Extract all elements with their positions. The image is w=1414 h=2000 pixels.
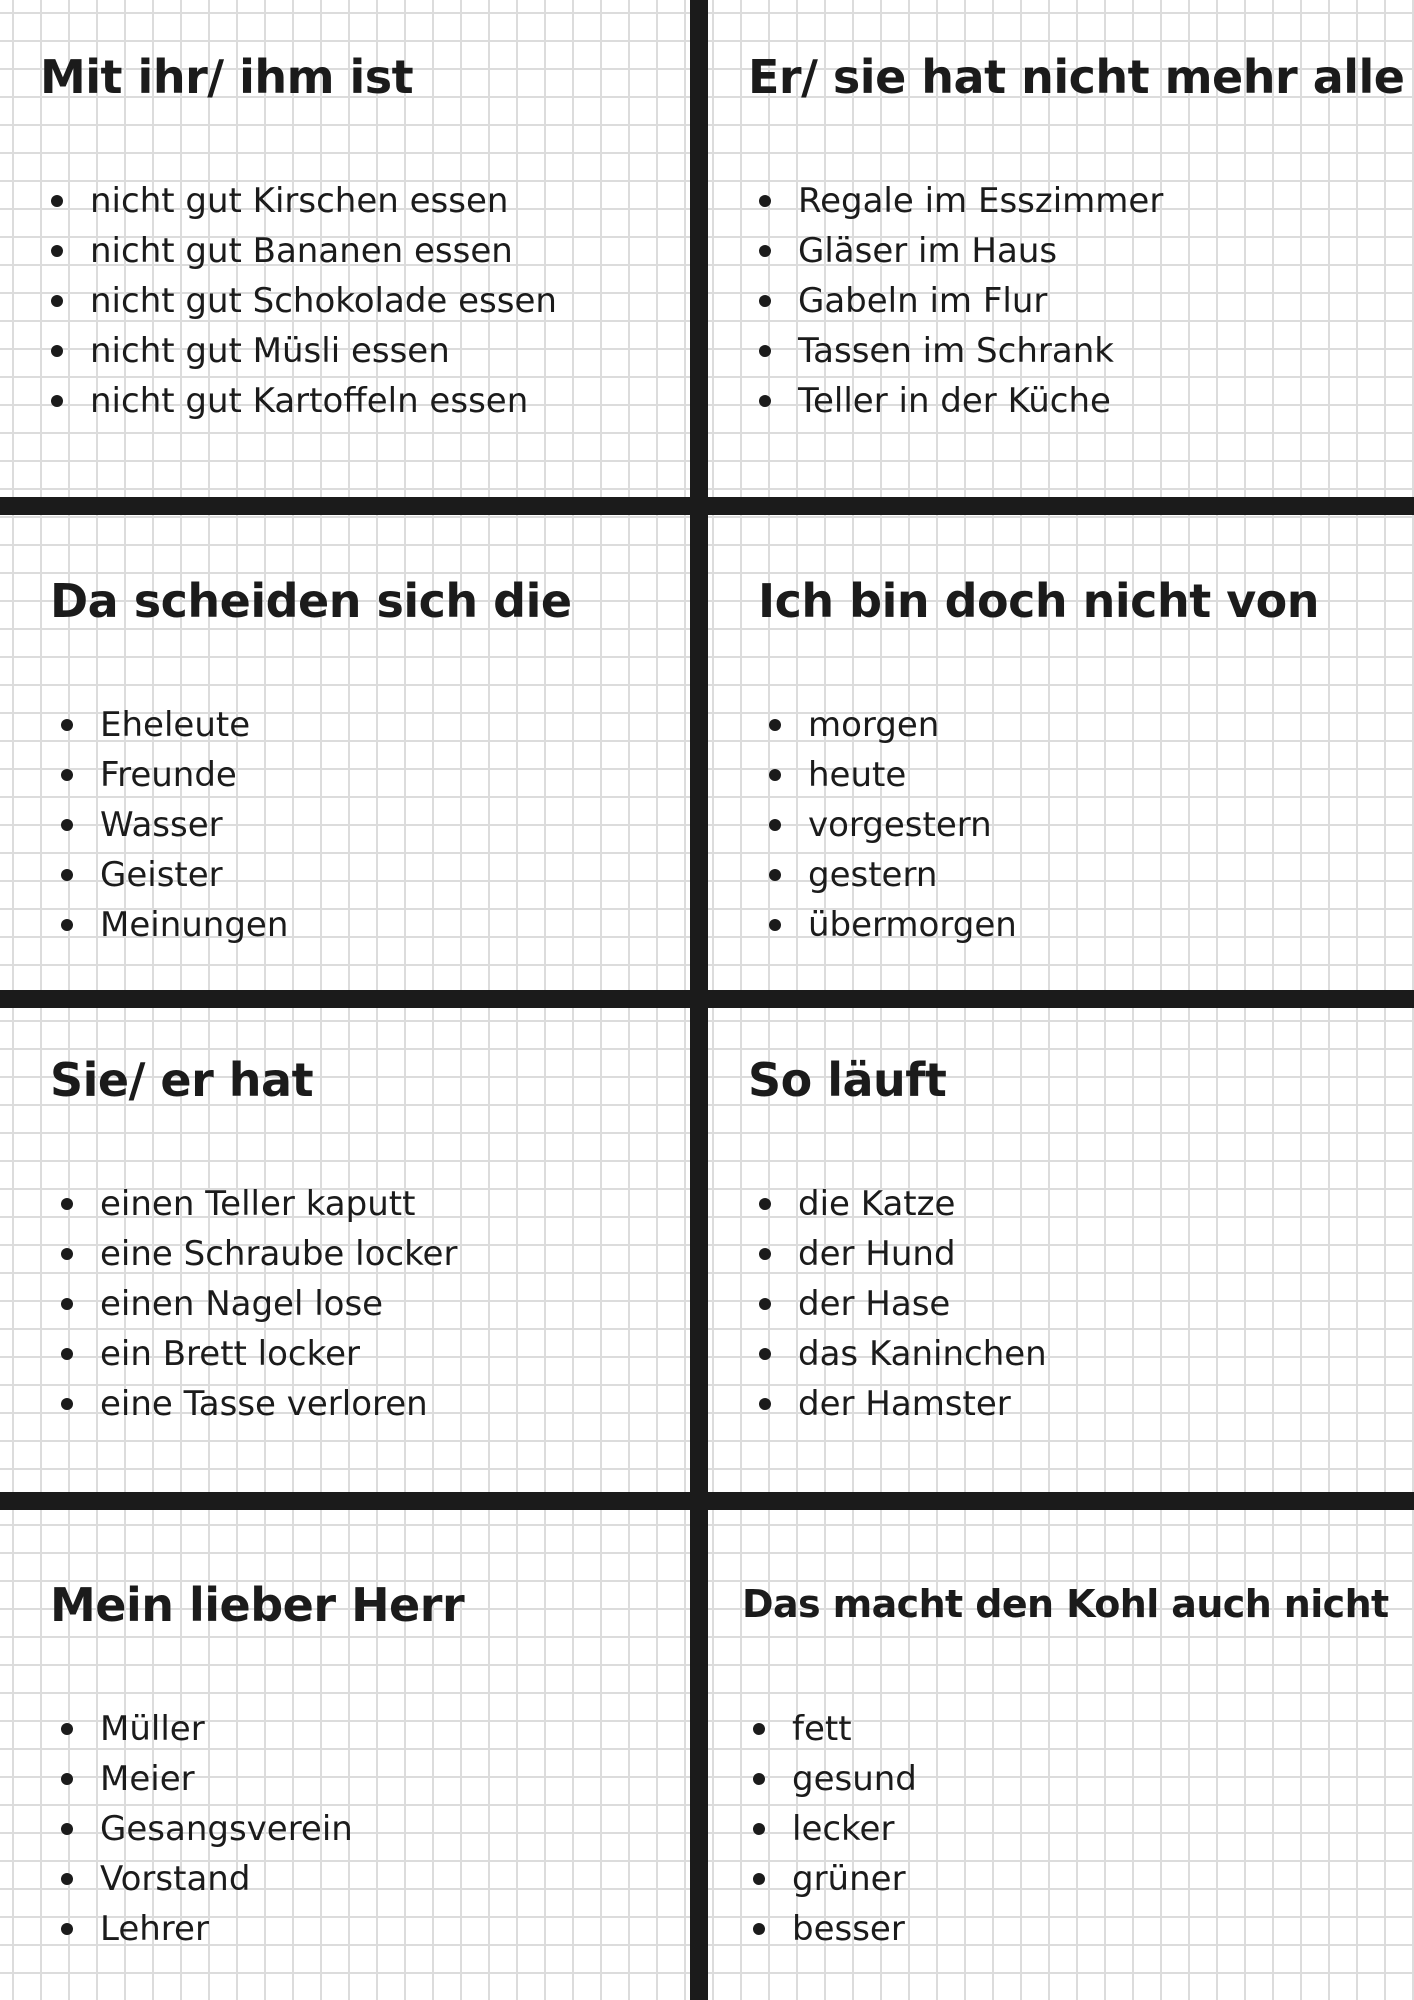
bullet-icon [753,1873,765,1885]
bullet-icon [753,1823,765,1835]
answer-text: Gesangsverein [100,1809,353,1849]
answer-option [50,800,288,850]
answer-option [50,700,288,750]
answer-text: nicht gut Kirschen essen [90,181,509,221]
card-title: Mein lieber Herr [50,1578,465,1632]
answer-text: vorgestern [808,805,992,845]
answer-text: Lehrer [100,1909,209,1949]
bullet-icon [61,1298,73,1310]
card-title: Mit ihr/ ihm ist [40,50,414,104]
answer-text: nicht gut Bananen essen [90,231,513,271]
bullet-icon [51,345,63,357]
answer-option [50,1804,353,1854]
answer-option [50,1229,457,1279]
answer-option [40,226,557,276]
answer-text: einen Teller kaputt [100,1184,416,1224]
bullet-icon [769,869,781,881]
answer-option [40,326,557,376]
bullet-icon [61,1823,73,1835]
answer-option [50,900,288,950]
answer-option [50,1904,353,1954]
answer-option [742,1804,917,1854]
answer-list [50,1704,353,1954]
answer-text: gestern [808,855,938,895]
bullet-icon [769,719,781,731]
bullet-icon [759,1198,771,1210]
answer-option [748,1229,1047,1279]
answer-option [50,1179,457,1229]
bullet-icon [61,1398,73,1410]
answer-option [742,1754,917,1804]
answer-option [748,376,1163,426]
bullet-icon [61,1923,73,1935]
card-title: Da scheiden sich die [50,574,572,628]
card-er-sie-hat-nicht-mehr-alle [748,50,1405,421]
bullet-icon [61,769,73,781]
bullet-icon [51,295,63,307]
answer-text: der Hund [798,1234,956,1274]
answer-option [742,1854,917,1904]
card-title: Ich bin doch nicht von [758,574,1320,628]
horizontal-divider-2 [0,990,1414,1008]
card-title: Das macht den Kohl auch nicht [742,1582,1389,1626]
card-mein-lieber-herr [50,1578,465,1949]
answer-option [748,226,1163,276]
answer-option [50,850,288,900]
bullet-icon [759,1398,771,1410]
answer-text: Müller [100,1709,205,1749]
answer-text: Eheleute [100,705,251,745]
answer-text: Wasser [100,805,223,845]
answer-text: Gabeln im Flur [798,281,1048,321]
answer-list [748,1179,1047,1429]
answer-list [758,700,1017,950]
bullet-icon [51,245,63,257]
bullet-icon [61,1198,73,1210]
answer-option [742,1904,917,1954]
card-ich-bin-doch-nicht-von [758,574,1320,945]
bullet-icon [61,1348,73,1360]
bullet-icon [61,1723,73,1735]
answer-text: übermorgen [808,905,1017,945]
bullet-icon [61,919,73,931]
bullet-icon [61,719,73,731]
bullet-icon [759,195,771,207]
bullet-icon [753,1773,765,1785]
bullet-icon [759,1348,771,1360]
card-sie-er-hat [50,1053,458,1424]
answer-text: Gläser im Haus [798,231,1058,271]
answer-option [748,1329,1047,1379]
card-so-laeuft [748,1053,1047,1424]
answer-text: eine Tasse verloren [100,1384,428,1424]
answer-list [748,176,1163,426]
bullet-icon [759,1298,771,1310]
answer-text: morgen [808,705,940,745]
answer-option [758,700,1017,750]
card-das-macht-den-kohl-auch-nicht [742,1582,1389,1949]
answer-option [748,1279,1047,1329]
answer-text: lecker [792,1809,895,1849]
answer-text: Tassen im Schrank [798,331,1114,371]
card-title: Er/ sie hat nicht mehr alle [748,50,1405,104]
card-title: Sie/ er hat [50,1053,314,1107]
answer-option [758,750,1017,800]
bullet-icon [753,1923,765,1935]
answer-option [50,1379,457,1429]
bullet-icon [61,869,73,881]
answer-option [748,176,1163,226]
answer-text: besser [792,1909,905,1949]
answer-text: eine Schraube locker [100,1234,458,1274]
answer-text: einen Nagel lose [100,1284,384,1324]
card-da-scheiden-sich-die [50,574,572,945]
bullet-icon [753,1723,765,1735]
answer-list [742,1704,917,1954]
answer-text: gesund [792,1759,917,1799]
answer-option [50,1854,353,1904]
answer-option [50,1279,457,1329]
card-mit-ihr-ihm-ist [40,50,557,421]
bullet-icon [61,1248,73,1260]
answer-text: Geister [100,855,223,895]
answer-text: fett [792,1709,852,1749]
answer-text: Freunde [100,755,237,795]
answer-option [748,326,1163,376]
bullet-icon [61,819,73,831]
answer-option [758,850,1017,900]
horizontal-divider-3 [0,1492,1414,1510]
answer-list [50,1179,457,1429]
answer-option [50,750,288,800]
answer-text: Meier [100,1759,195,1799]
bullet-icon [51,195,63,207]
answer-option [50,1754,353,1804]
bullet-icon [769,819,781,831]
answer-text: grüner [792,1859,906,1899]
answer-option [50,1704,353,1754]
bullet-icon [51,395,63,407]
card-title: So läuft [748,1053,947,1107]
bullet-icon [759,345,771,357]
bullet-icon [61,1873,73,1885]
answer-option [40,376,557,426]
answer-text: der Hase [798,1284,951,1324]
bullet-icon [769,919,781,931]
answer-option [758,800,1017,850]
answer-text: der Hamster [798,1384,1011,1424]
answer-option [50,1329,457,1379]
answer-list [50,700,288,950]
answer-option [748,1379,1047,1429]
answer-text: die Katze [798,1184,956,1224]
answer-option [758,900,1017,950]
answer-text: Meinungen [100,905,289,945]
answer-text: das Kaninchen [798,1334,1047,1374]
bullet-icon [759,245,771,257]
answer-option [40,276,557,326]
answer-option [742,1704,917,1754]
horizontal-divider-1 [0,497,1414,515]
bullet-icon [759,295,771,307]
answer-option [40,176,557,226]
bullet-icon [759,395,771,407]
answer-text: Teller in der Küche [798,381,1111,421]
answer-text: Vorstand [100,1859,251,1899]
answer-text: Regale im Esszimmer [798,181,1164,221]
answer-text: nicht gut Schokolade essen [90,281,557,321]
answer-option [748,1179,1047,1229]
answer-text: ein Brett locker [100,1334,360,1374]
answer-list [40,176,557,426]
answer-option [748,276,1163,326]
answer-text: nicht gut Müsli essen [90,331,450,371]
bullet-icon [61,1773,73,1785]
bullet-icon [759,1248,771,1260]
answer-text: nicht gut Kartoffeln essen [90,381,529,421]
bullet-icon [769,769,781,781]
answer-text: heute [808,755,907,795]
